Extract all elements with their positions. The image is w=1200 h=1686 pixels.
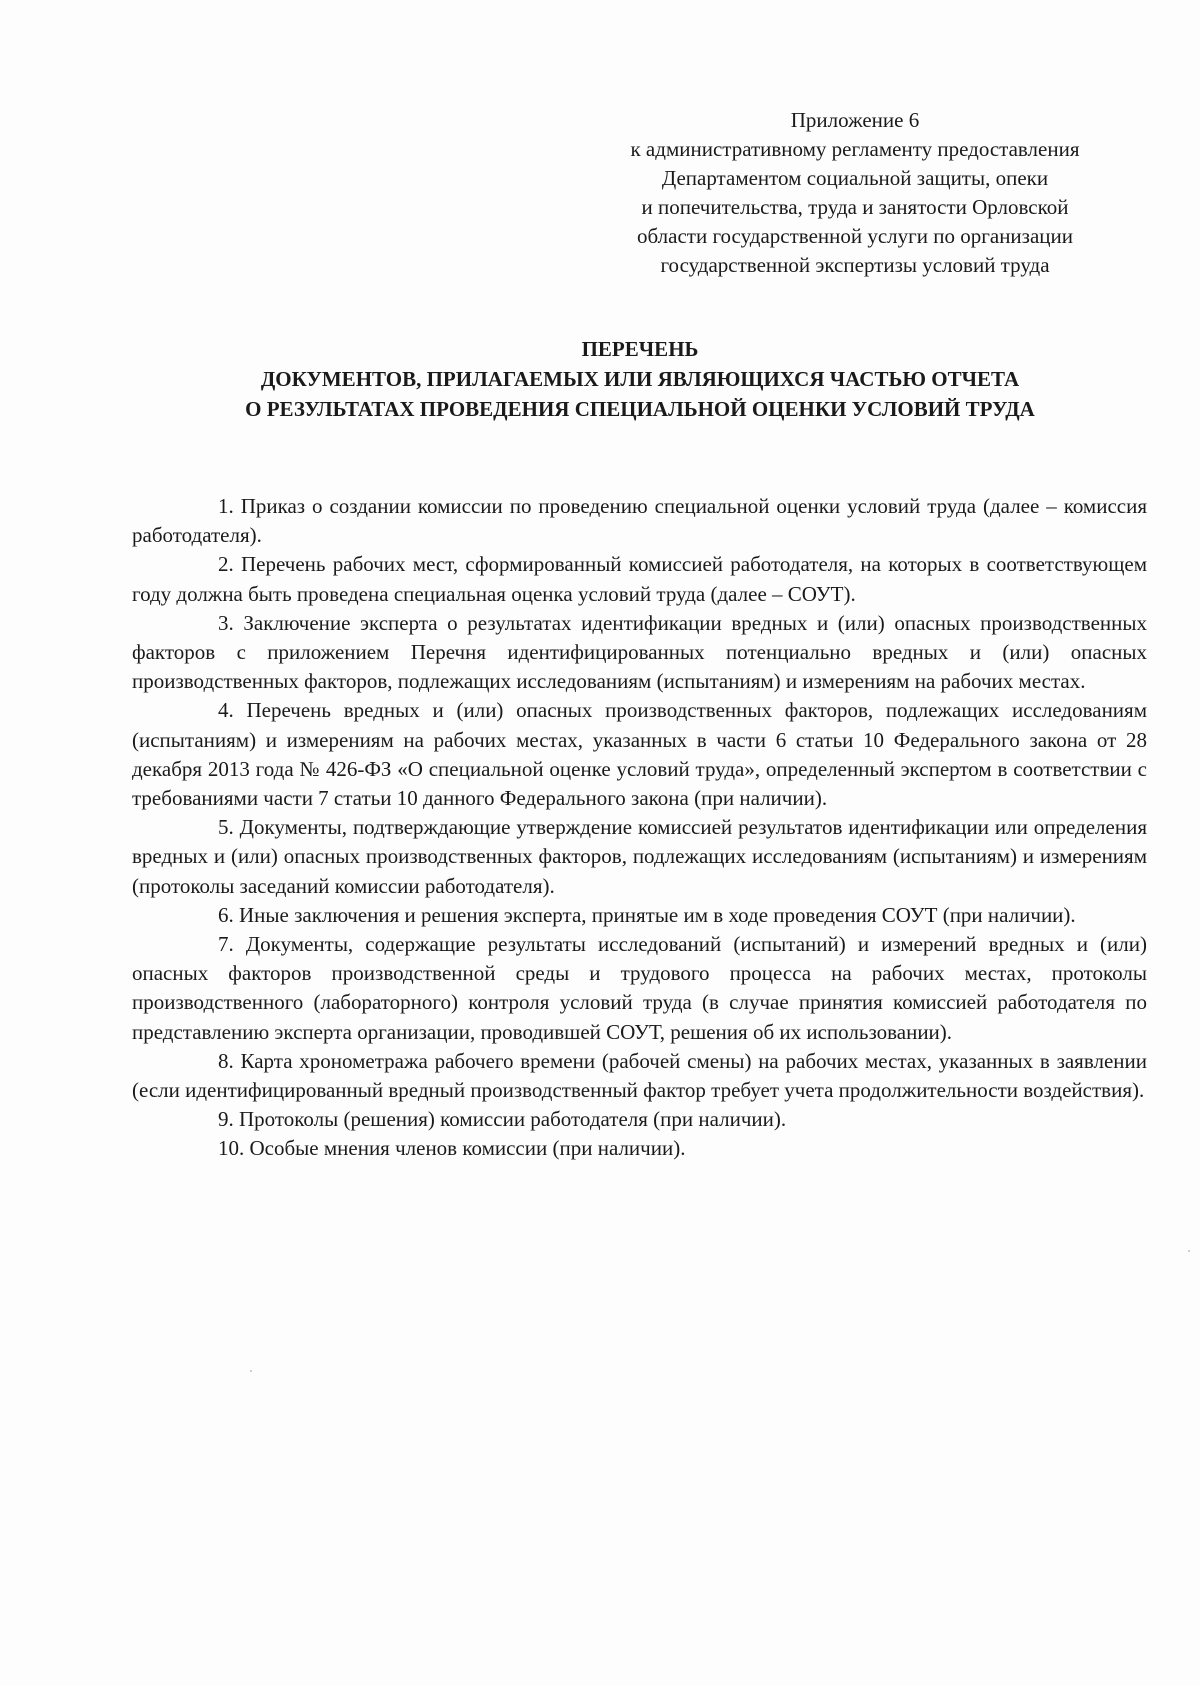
appendix-line: и попечительства, труда и занятости Орловской xyxy=(641,195,1069,219)
appendix-line: Приложение 6 xyxy=(790,108,920,132)
title-line: ДОКУМЕНТОВ, ПРИЛАГАЕМЫХ ИЛИ ЯВЛЯЮЩИХСЯ ЧАСТЬЮ ОТЧЕТА xyxy=(260,367,1020,391)
list-item: 5. Документы, подтверждающие утверждение комиссией результатов идентификации или определения вредных и (или) опасных производственных факторов, подлежащих исследованиям (испытаниям) и измерениям (протоколы заседаний комиссии работодателя). xyxy=(132,815,1147,898)
appendix-line: к административному регламенту предоставления xyxy=(630,137,1080,161)
appendix-header xyxy=(575,106,1135,280)
document-list xyxy=(132,492,1147,1164)
list-item: 4. Перечень вредных и (или) опасных производственных факторов, подлежащих исследованиям (испытаниям) и измерениям на рабочих местах, указанных в части 6 статьи 10 Федерального закона от 28 декабря 2013 года № 426-ФЗ «О специальной оценке условий труда», определенный экспертом в соответствии с требованиями части 7 статьи 10 данного Федерального закона (при наличии). xyxy=(132,698,1147,811)
scan-speck xyxy=(250,1370,252,1372)
title-line: ПЕРЕЧЕНЬ xyxy=(581,337,699,361)
appendix-line: государственной экспертизы условий труда xyxy=(660,253,1050,277)
list-item: 1. Приказ о создании комиссии по проведению специальной оценки условий труда (далее – комиссия работодателя). xyxy=(132,494,1147,548)
list-item: 8. Карта хронометража рабочего времени (рабочей смены) на рабочих местах, указанных в заявлении (если идентифицированный вредный производственный фактор требует учета продолжительности воздействия). xyxy=(132,1048,1147,1103)
list-item: 7. Документы, содержащие результаты исследований (испытаний) и измерений вредных и (или) опасных факторов производственной среды и трудового процесса на рабочих местах, протоколы производственного (лабораторного) контроля условий труда (в случае принятия комиссией работодателя по представлению эксперта организации, проводившей СОУТ, решения об их использовании). xyxy=(132,932,1147,1044)
title-line: О РЕЗУЛЬТАТАХ ПРОВЕДЕНИЯ СПЕЦИАЛЬНОЙ ОЦЕНКИ УСЛОВИЙ ТРУДА xyxy=(245,397,1035,421)
scan-speck xyxy=(1188,1250,1190,1252)
appendix-line: Департаментом социальной защиты, опеки xyxy=(661,166,1049,190)
list-item: 3. Заключение эксперта о результатах идентификации вредных и (или) опасных производственных факторов с приложением Перечня идентифицированных потенциально вредных и (или) опасных производственных факторов, подлежащих исследованиям (испытаниям) и измерениям на рабочих местах. xyxy=(132,610,1147,694)
list-item: 9. Протоколы (решения) комиссии работодателя (при наличии). xyxy=(218,1107,787,1132)
document-title xyxy=(100,334,1180,424)
list-item: 2. Перечень рабочих мест, сформированный комиссией работодателя, на которых в соответствующем году должна быть проведена специальная оценка условий труда (далее – СОУТ). xyxy=(132,552,1147,606)
appendix-line: области государственной услуги по организации xyxy=(637,224,1073,248)
list-item: 10. Особые мнения членов комиссии (при наличии). xyxy=(218,1136,686,1161)
list-item: 6. Иные заключения и решения эксперта, принятые им в ходе проведения СОУТ (при наличии). xyxy=(218,902,1076,927)
